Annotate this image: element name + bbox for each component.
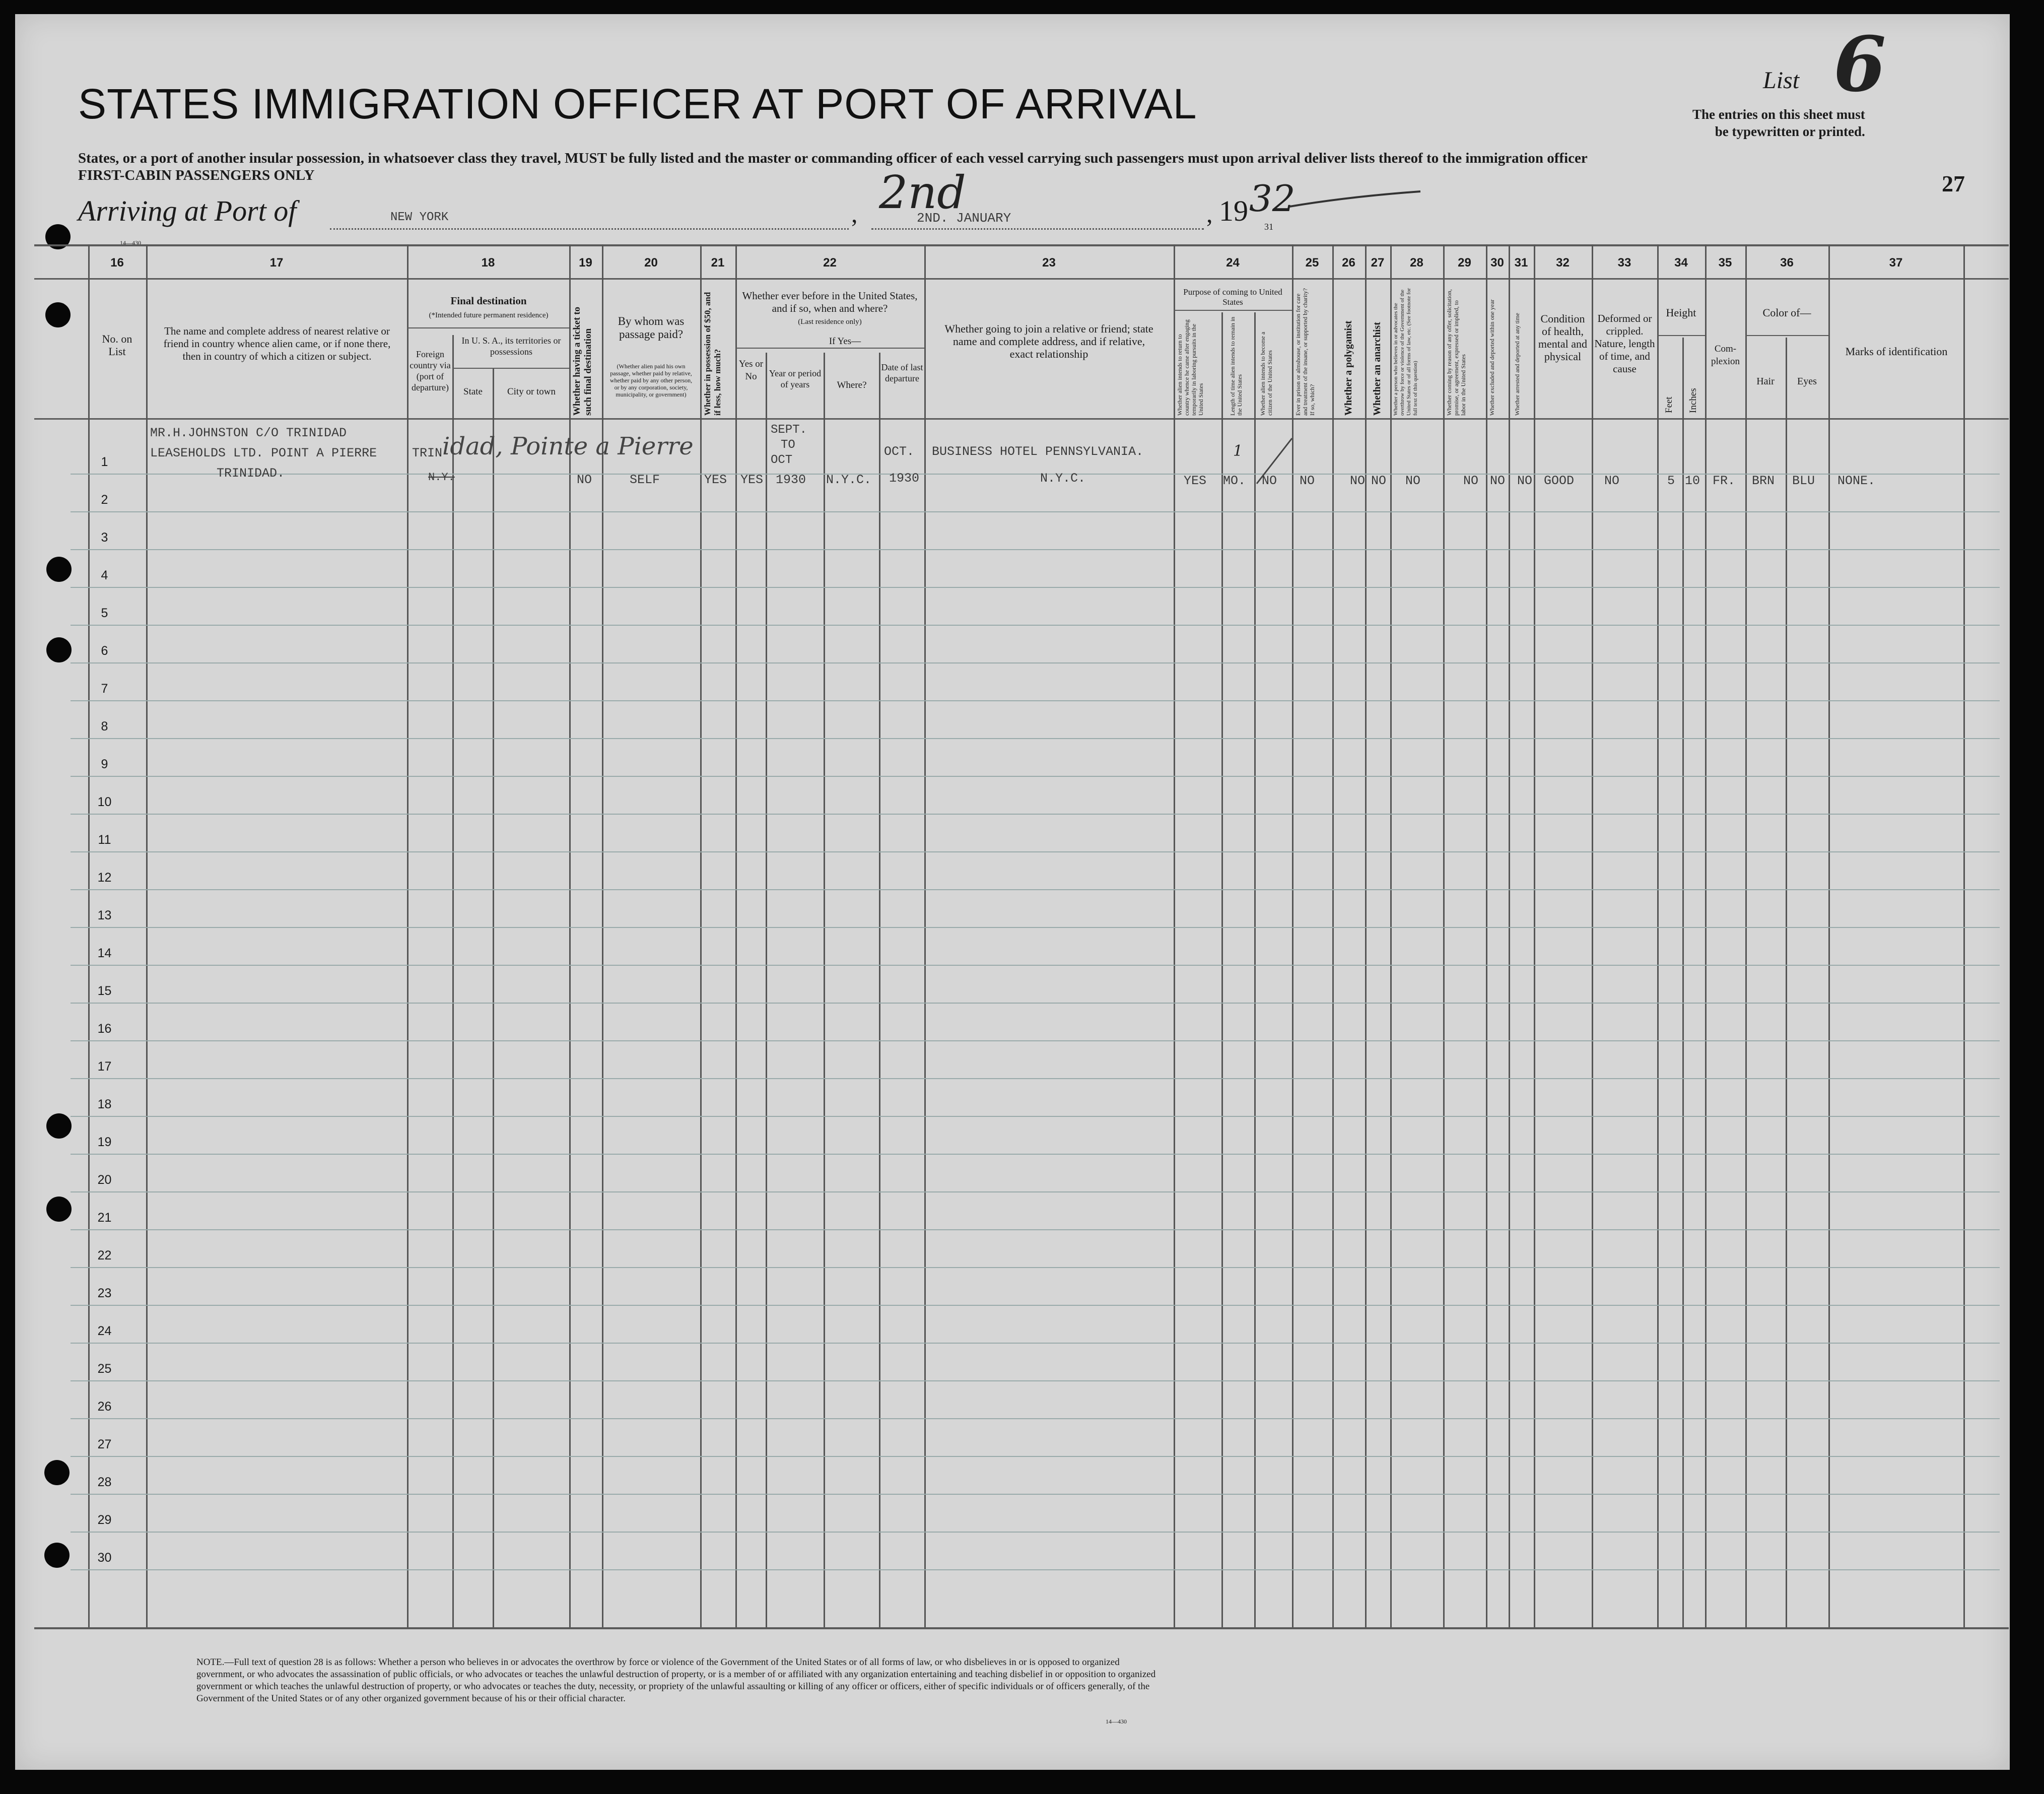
col-rule: [493, 368, 494, 1627]
list-label: List: [1763, 67, 1800, 94]
col-number-23: 23: [1042, 256, 1056, 270]
punch-hole: [44, 1460, 70, 1485]
row-rule: [71, 1040, 2000, 1041]
col-number-28: 28: [1410, 256, 1423, 270]
subheader-rule: [1174, 310, 1292, 311]
col-rule: [407, 244, 408, 1627]
header-year-period: Year or period of years: [769, 368, 822, 389]
header-foreign-country: Foreign country via (port of departure): [410, 349, 451, 392]
header-city: City or town: [507, 386, 556, 397]
row-number: 28: [97, 1475, 112, 1489]
punch-hole: [44, 1543, 70, 1568]
header-intends-return: Whether alien intends to return to country whence he came after engaging temporarily in laboring pursuits in the United States: [1176, 319, 1204, 416]
row-number: 2: [101, 493, 108, 507]
row-rule: [71, 511, 2000, 512]
col-number-27: 27: [1371, 256, 1385, 270]
col-rule: [452, 335, 454, 1627]
row-rule: [71, 1343, 2000, 1344]
header-if-yes: If Yes—: [829, 336, 861, 347]
relative-address-line2: LEASEHOLDS LTD. POINT A PIERRE: [150, 446, 377, 460]
foreign-country-typed: TRIN: [412, 446, 443, 460]
row-rule: [71, 1456, 2000, 1457]
header-inches: Inches: [1688, 388, 1698, 413]
list-number: 6: [1833, 20, 1886, 109]
row-rule: [71, 1494, 2000, 1495]
subheader-rule: [1745, 335, 1828, 336]
row-rule: [71, 851, 2000, 852]
complexion-value: FR.: [1713, 474, 1736, 488]
period-line3: OCT: [771, 453, 793, 467]
row-number: 14: [97, 946, 112, 960]
header-excluded: Whether excluded and deported within one year: [1488, 299, 1495, 416]
col-rule: [924, 244, 926, 1627]
col-rule: [824, 353, 825, 1627]
length-stay-value: MO.: [1223, 474, 1246, 488]
table-header-rule: [34, 418, 2009, 420]
has-50-value: YES: [704, 473, 727, 487]
subheader-rule: [407, 327, 569, 328]
punch-hole: [45, 302, 71, 327]
col-number-25: 25: [1305, 256, 1319, 270]
row-rule: [71, 1267, 2000, 1268]
col-number-26: 26: [1342, 256, 1355, 270]
row-rule: [71, 1116, 2000, 1117]
col-rule: [88, 244, 90, 1627]
health-value: GOOD: [1544, 474, 1575, 488]
col-rule: [879, 353, 880, 1627]
col-rule: [1254, 312, 1256, 1627]
col-number-17: 17: [269, 256, 284, 270]
row-rule: [71, 1380, 2000, 1381]
row-rule: [71, 662, 2000, 663]
row-number: 10: [97, 795, 112, 809]
row-number: 29: [97, 1513, 112, 1527]
col-number-34: 34: [1674, 256, 1688, 270]
header-polygamist: Whether a polygamist: [1343, 320, 1354, 416]
polygamist-value: NO: [1350, 474, 1366, 488]
row-number: 1: [101, 455, 108, 469]
col-rule: [700, 244, 702, 1627]
header-feet: Feet: [1664, 396, 1674, 413]
row-rule: [71, 1078, 2000, 1079]
header-no-on-list: No. on List: [102, 333, 132, 358]
col-number-22: 22: [823, 256, 837, 270]
form-number-bottom: 14—430: [1106, 1718, 1127, 1725]
page-title: STATES IMMIGRATION OFFICER AT PORT OF ARRIVAL: [78, 80, 1197, 127]
header-passage-note: (Whether alien paid his own passage, whether paid by relative, whether paid by any other person, or by any corporation, society, municipality, or government): [609, 363, 693, 398]
col-number-37: 37: [1889, 256, 1903, 270]
row-rule: [71, 776, 2000, 777]
row-number: 7: [101, 682, 108, 696]
col-number-18: 18: [481, 256, 495, 270]
row-number: 8: [101, 719, 108, 734]
port-underline: [330, 228, 849, 230]
col-rule: [735, 244, 737, 1627]
row-rule: [71, 474, 2000, 475]
deformed-value: NO: [1604, 474, 1620, 488]
where-value: N.Y.C.: [826, 473, 872, 487]
col-number-35: 35: [1718, 256, 1732, 270]
check-mark: [1254, 433, 1294, 489]
subheader-rule: [452, 368, 569, 369]
row-number: 24: [97, 1324, 112, 1338]
col-rule: [1174, 244, 1175, 1627]
joining-line2: N.Y.C.: [1040, 471, 1086, 486]
punch-hole: [46, 557, 72, 582]
header-anarchist: Whether an anarchist: [1372, 322, 1383, 416]
header-eyes: Eyes: [1797, 376, 1817, 387]
col-rule: [146, 244, 148, 1627]
year-suffix: 32: [1249, 177, 1296, 220]
col-rule: [1786, 338, 1787, 1627]
row-number: 18: [97, 1097, 112, 1111]
row-number: 25: [97, 1362, 112, 1376]
row-number: 4: [101, 568, 108, 582]
row-rule: [71, 1418, 2000, 1419]
header-labor-offer: Whether coming by reason of any offer, solicitation, promise, or agreement, expressed or implied, to labor in the United States: [1446, 289, 1467, 416]
row-rule: [71, 1191, 2000, 1192]
row-number: 19: [97, 1135, 112, 1149]
row-rule: [71, 625, 2000, 626]
excluded-value: NO: [1490, 474, 1506, 488]
col-rule: [1963, 244, 1965, 1627]
row-number: 16: [97, 1022, 112, 1036]
passage-paid-value: SELF: [630, 473, 660, 487]
row-rule: [71, 1305, 2000, 1306]
row-rule: [71, 1154, 2000, 1155]
date-handwritten: 2nd: [879, 166, 966, 219]
col-number-32: 32: [1556, 256, 1570, 270]
row-number: 20: [97, 1173, 112, 1187]
row-rule: [71, 700, 2000, 701]
table-top-rule: [34, 244, 2009, 246]
col-rule: [1745, 244, 1747, 1627]
row-number: 15: [97, 984, 112, 998]
col-number-31: 31: [1514, 256, 1528, 270]
row-number: 9: [101, 757, 108, 771]
punch-hole: [46, 637, 72, 662]
header-purpose: Purpose of coming to United States: [1183, 287, 1282, 307]
col-rule: [1486, 244, 1487, 1627]
row-number: 22: [97, 1248, 112, 1263]
header-complexion: Com-plexion: [1711, 344, 1740, 367]
col-rule: [1332, 244, 1334, 1627]
departure-year: 1930: [889, 471, 920, 486]
header-prison: Ever in prison or almshouse, or institution for care and treatment of the insane, or supported by charity? If so, which?: [1294, 288, 1316, 416]
row-rule: [71, 549, 2000, 550]
header-joining: Whether going to join a relative or friend; state name and complete address, and if relative, exact relationship: [944, 322, 1153, 360]
sheet-number: 27: [1942, 171, 1965, 196]
row-rule: [71, 889, 2000, 890]
table-colnum-rule: [34, 278, 2009, 280]
header-relative-address: The name and complete address of nearest relative or friend in country whence alien came, or if none there, then in country of which a citizen or subject.: [163, 325, 391, 362]
col-number-30: 30: [1490, 256, 1504, 270]
year-correction: 31: [1264, 222, 1273, 232]
relative-address-line3: TRINIDAD.: [217, 466, 285, 481]
row-number: 26: [97, 1400, 112, 1414]
footnote: NOTE.—Full text of question 28 is as follows: Whether a person who believes in or advocates the overthrow by force or violence of the Government of the United States or of all forms of law, or who disbelieves in or is opposed to organized government, or who advocates the assassination of public officials, or who advocates or teaches the unlawful destruction of property, or is a member of or affiliated with any organization entertaining and teaching disbelief in or opposition to organized government or which teaches the unlawful destruction of property, or who advocates or teaches the duty, necessity, or propriety of the unlawful assaulting or killing of any officer or officers, either of specific individuals or of officers generally, of the Government of the United States or of any other organized government because of his or their official character.: [196, 1657, 1156, 1704]
col-rule: [1828, 244, 1830, 1627]
header-deformed: Deformed or crippled. Nature, length of time, and cause: [1594, 312, 1655, 375]
header-color-of: Color of—: [1762, 306, 1811, 319]
ticket-value: NO: [577, 473, 592, 487]
row-number: 27: [97, 1437, 112, 1451]
year-flourish: [1289, 186, 1425, 212]
hair-value: BRN: [1752, 474, 1775, 488]
foreign-country-handwritten: idad, Pointe a Pierre: [442, 432, 694, 460]
row-rule: [71, 927, 2000, 928]
table-bottom-rule: [34, 1627, 2009, 1629]
col-rule: [1509, 244, 1510, 1627]
col-number-24: 24: [1226, 256, 1240, 270]
col-number-29: 29: [1458, 256, 1471, 270]
date-typed: 2ND. JANUARY: [917, 211, 1011, 226]
col-rule: [1657, 244, 1659, 1627]
col-rule: [766, 353, 767, 1627]
punch-hole: [46, 1197, 72, 1222]
arrested-value: NO: [1517, 474, 1533, 488]
row-rule: [71, 965, 2000, 966]
row-rule: [71, 1569, 2000, 1570]
subheading: States, or a port of another insular possession, in whatsoever class they travel, MUST be fully listed and the master or commanding officer of each vessel carrying such passengers must upon arrival deliver lists thereof to the immigration officer: [78, 150, 1588, 166]
row-number: 30: [97, 1551, 112, 1565]
entries-note-line1: The entries on this sheet must: [1692, 107, 1865, 122]
header-become-citizen: Whether alien intends to become a citizen of the United States: [1259, 331, 1273, 416]
row-number: 3: [101, 530, 108, 545]
header-arrested: Whether arrested and deported at any time: [1514, 313, 1521, 416]
form-number-top: 14—430: [120, 239, 141, 246]
col-rule: [1221, 312, 1223, 1627]
labor-offer-value: NO: [1463, 474, 1479, 488]
subheader-rule: [1657, 335, 1705, 336]
prison-value: NO: [1300, 474, 1315, 488]
header-state: State: [463, 386, 483, 397]
header-ever-before: Whether ever before in the United States, and if so, when and where?: [742, 290, 918, 314]
comma: ,: [851, 200, 858, 228]
header-final-destination-note: (*Intended future permanent residence): [429, 311, 549, 319]
anarchist-value: NO: [1371, 474, 1387, 488]
row-number: 21: [97, 1211, 112, 1225]
row-rule: [71, 1229, 2000, 1230]
date-underline: [871, 228, 1204, 230]
header-height: Height: [1666, 306, 1696, 319]
entries-note-line2: be typewritten or printed.: [1715, 124, 1865, 139]
feet-value: 5: [1667, 474, 1675, 488]
col-rule: [1390, 244, 1392, 1627]
row-number: 5: [101, 606, 108, 620]
arriving-label: Arriving at Port of: [78, 194, 297, 227]
comma: ,: [1206, 200, 1213, 228]
col-rule: [1682, 338, 1684, 1627]
col-number-36: 36: [1780, 256, 1794, 270]
period-line1: SEPT.: [771, 423, 807, 437]
row-number: 23: [97, 1286, 112, 1300]
return-intent-value: YES: [1184, 474, 1207, 488]
header-length-stay: Length of time alien intends to remain in the United States: [1229, 316, 1243, 416]
joining-line1: BUSINESS HOTEL PENNSYLVANIA.: [932, 444, 1144, 459]
header-last-departure: Date of last departure: [881, 362, 923, 383]
row-rule: [71, 1003, 2000, 1004]
header-health: Condition of health, mental and physical: [1538, 312, 1588, 363]
port-value: NEW YORK: [390, 211, 449, 224]
row-rule: [71, 587, 2000, 588]
row-rule: [71, 738, 2000, 739]
col-number-33: 33: [1617, 256, 1631, 270]
become-citizen-value: NO: [1262, 474, 1277, 488]
row-number: 17: [97, 1059, 112, 1074]
row-rule: [71, 814, 2000, 815]
period-year: 1930: [776, 473, 806, 487]
row-rule: [71, 1532, 2000, 1533]
year-prefix: 19: [1219, 194, 1248, 227]
before-in-us-value: YES: [740, 473, 764, 487]
col-rule: [1592, 244, 1593, 1627]
header-ticket: Whether having a ticket to such final destination: [572, 306, 593, 416]
row-number: 6: [101, 644, 108, 658]
header-where: Where?: [837, 380, 867, 390]
col-rule: [1534, 244, 1535, 1627]
col-rule: [1443, 244, 1445, 1627]
header-last-residence: (Last residence only): [798, 318, 862, 326]
marks-value: NONE.: [1837, 474, 1876, 488]
header-hair: Hair: [1756, 376, 1775, 387]
advocates-value: NO: [1405, 474, 1421, 488]
manifest-sheet: [15, 14, 2010, 1770]
col-number-16: 16: [110, 256, 124, 270]
header-advocates-overthrow: Whether a person who believes in or advocates the overthrow by force or violence of the Government of the United States or of all forms of law, etc. (See footnote for full text of this question): [1393, 288, 1418, 416]
header-in-usa: In U. S. A., its territories or possessions: [461, 336, 561, 357]
row-number: 11: [98, 833, 111, 847]
header-final-destination: Final destination: [450, 295, 527, 307]
state-struck: N.Y.: [428, 471, 455, 484]
header-possession-50: Whether in possession of $50, and if less, how much?: [703, 292, 722, 416]
col-rule: [1365, 244, 1367, 1627]
col-number-19: 19: [579, 256, 592, 270]
inches-value: 10: [1685, 474, 1700, 488]
col-number-21: 21: [711, 256, 725, 270]
entries-note: [1692, 106, 1865, 140]
row-number: 13: [97, 908, 112, 922]
header-yes-no: Yes or No: [738, 359, 764, 382]
class-line: FIRST-CABIN PASSENGERS ONLY: [78, 167, 315, 183]
row-number: 12: [97, 871, 112, 885]
length-stay-handwritten: 1: [1233, 442, 1243, 460]
header-passage-paid: By whom was passage paid?: [618, 315, 685, 341]
eyes-value: BLU: [1792, 474, 1815, 488]
punch-hole: [46, 1113, 72, 1139]
col-rule: [1705, 244, 1707, 1627]
subheader-rule: [766, 348, 924, 349]
relative-address-line1: MR.H.JOHNSTON C/O TRINIDAD: [150, 426, 347, 440]
col-number-20: 20: [644, 256, 658, 270]
departure-month: OCT.: [884, 444, 915, 459]
period-line2: TO: [781, 438, 795, 452]
header-marks: Marks of identification: [1845, 345, 1948, 358]
